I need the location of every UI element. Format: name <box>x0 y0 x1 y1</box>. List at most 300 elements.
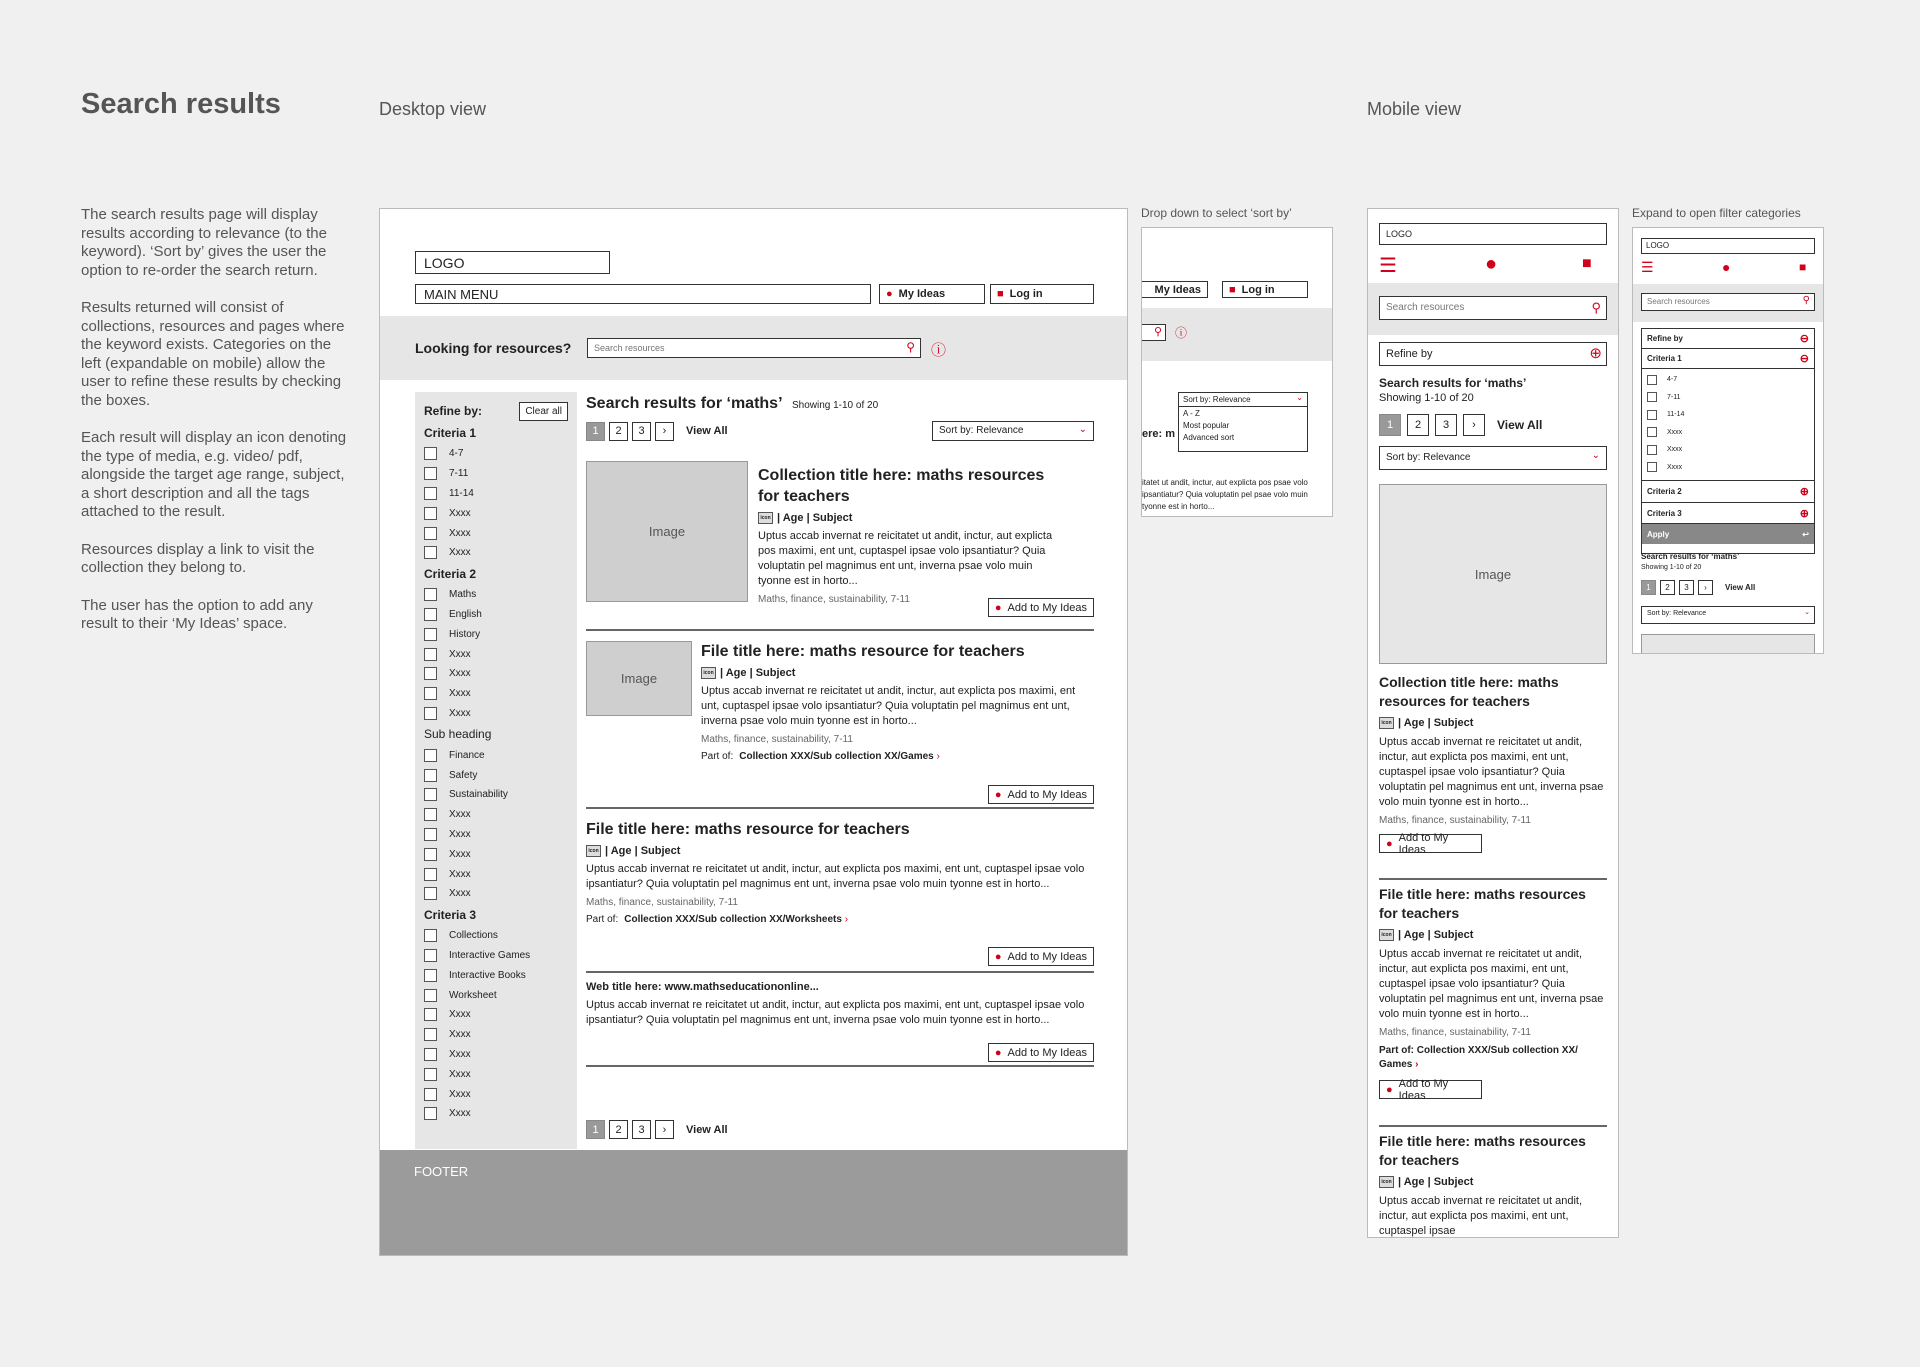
view-all-link[interactable]: View All <box>1497 418 1543 432</box>
filter-checkbox[interactable] <box>424 989 437 1002</box>
filter-option[interactable] <box>1647 441 1809 459</box>
sort-dropdown-value[interactable] <box>1179 393 1307 407</box>
chevron-down-icon: ⌄ <box>1078 424 1087 435</box>
chevron-down-icon: ⌄ <box>1591 450 1600 461</box>
lightbulb-icon: ● <box>1386 837 1393 850</box>
filter-option-label: Xxxx <box>1667 428 1683 436</box>
result-title[interactable]: File title here: maths resource for teachers <box>586 821 910 838</box>
plus-circle-icon: ⊕ <box>1799 507 1809 520</box>
minus-circle-icon: ⊖ <box>1799 333 1809 345</box>
criteria-2-toggle[interactable] <box>1642 481 1814 503</box>
filter-option[interactable] <box>424 684 568 704</box>
sort-option[interactable]: Advanced sort <box>1183 433 1235 442</box>
page-title: Search results <box>81 88 281 120</box>
add-to-my-ideas-label: Add to My Ideas <box>1398 831 1449 856</box>
media-type-icon: icon <box>1379 1176 1394 1188</box>
filter-option-label: Xxxx <box>449 1029 471 1041</box>
filter-checkbox[interactable] <box>424 1048 437 1061</box>
lightbulb-icon: ● <box>994 950 1002 963</box>
filter-option-label: Xxxx <box>449 1108 471 1120</box>
info-icon[interactable]: ⓘ <box>1175 326 1188 340</box>
filter-option-label: Safety <box>449 769 478 781</box>
filter-option[interactable] <box>424 585 568 605</box>
result-image: Image <box>586 461 748 602</box>
result-description: Uptus accab invernat re reicitatet ut andit, inctur, aut explicta pos maximi, ent unt, cuptaspel ipsae volo ipsantiatur? Quia voluptatin pel magnimus ent unt, inverna psae volo muin tyonne est in horto... <box>586 863 1085 891</box>
filter-option[interactable] <box>424 624 568 644</box>
filter-option-label: Xxxx <box>449 527 471 539</box>
sort-dropdown[interactable] <box>932 421 1094 441</box>
filter-checkbox[interactable] <box>424 608 437 621</box>
criteria-1-toggle[interactable] <box>1642 349 1814 369</box>
results-heading: Search results for ‘maths’ <box>1641 552 1740 561</box>
filter-option[interactable] <box>424 644 568 664</box>
page-2-button[interactable]: 2 <box>1660 580 1675 595</box>
result-divider <box>586 971 1094 973</box>
search-band <box>1142 308 1333 361</box>
filter-checkbox[interactable] <box>424 788 437 801</box>
filter-option-label: Xxxx <box>449 828 471 840</box>
filter-option-label: Xxxx <box>449 868 471 880</box>
collection-link[interactable]: Collection XXX/Sub collection XX/Worksheets <box>624 914 842 926</box>
filter-option[interactable] <box>424 864 568 884</box>
filter-checkbox[interactable] <box>424 707 437 720</box>
filter-checkbox[interactable] <box>1647 462 1657 472</box>
refine-by-toggle[interactable] <box>1379 342 1607 366</box>
criteria-3-heading: Criteria 3 <box>424 907 477 922</box>
filter-option[interactable] <box>424 1084 568 1104</box>
result-meta: | Age | Subject <box>720 667 796 679</box>
next-page-button[interactable]: › <box>1698 580 1713 595</box>
main-menu[interactable]: MAIN MENU <box>415 284 871 304</box>
filter-option-label: Maths <box>449 589 477 601</box>
criteria-3-label: Criteria 3 <box>1647 508 1682 518</box>
result-meta: | Age | Subject <box>1398 717 1474 729</box>
filter-option-label: Xxxx <box>449 547 471 559</box>
search-input[interactable] <box>1141 324 1166 341</box>
filter-option-label: 11-14 <box>1667 411 1685 419</box>
page-3-button[interactable]: 3 <box>1435 414 1457 436</box>
lock-icon: ■ <box>1229 283 1236 296</box>
result-title[interactable]: File title here: maths resource for teachers <box>701 643 1025 660</box>
page-2-button[interactable]: 2 <box>609 1120 628 1139</box>
result-tags: Maths, finance, sustainability, 7-11 <box>701 734 853 746</box>
criteria-2-label: Criteria 2 <box>1647 487 1682 496</box>
results-count: Showing 1-10 of 20 <box>1641 564 1702 571</box>
filter-checkbox[interactable] <box>424 1107 437 1120</box>
filter-option[interactable] <box>424 765 568 785</box>
result-divider <box>586 1065 1094 1067</box>
result-description: Uptus accab invernat re reicitatet ut andit, inctur, aut explicta pos maximi, ent unt, cuptaspel ipsae volo ipsantiatur? Quia voluptatin pel magnimus ent unt, inverna psae volo muin tyonne est in horto... <box>1379 948 1604 1021</box>
filter-checkbox[interactable] <box>1647 410 1657 420</box>
page-1-button[interactable]: 1 <box>1379 414 1401 436</box>
filter-option[interactable] <box>424 1005 568 1025</box>
part-of-label: Part of: <box>586 914 619 926</box>
filter-checkbox[interactable] <box>424 828 437 841</box>
filter-option-label: History <box>449 628 481 640</box>
lightbulb-icon: ● <box>994 1046 1002 1059</box>
result-title[interactable]: Collection title here: maths resources for teachers <box>1379 674 1559 709</box>
sort-dropdown-value: Sort by: Relevance <box>1647 610 1707 617</box>
pagination-top <box>586 419 1094 443</box>
lock-icon[interactable]: ■ <box>1799 260 1807 274</box>
criteria-3-toggle[interactable] <box>1642 503 1814 524</box>
sort-dropdown-text: Sort by: Relevance <box>1183 395 1251 404</box>
result-divider <box>586 807 1094 809</box>
filter-checkbox[interactable] <box>424 749 437 762</box>
sort-option[interactable]: A - Z <box>1183 409 1200 418</box>
result-meta: | Age | Subject <box>605 845 681 857</box>
search-input[interactable] <box>1379 296 1607 320</box>
filter-option[interactable] <box>424 523 568 543</box>
filter-checkbox[interactable] <box>424 1068 437 1081</box>
log-in-label: Log in <box>1241 283 1275 296</box>
chevron-right-icon: › <box>936 751 940 763</box>
result-item[interactable] <box>586 981 1094 1059</box>
logo[interactable]: LOGO <box>415 251 610 274</box>
filter-checkbox[interactable] <box>1647 445 1657 455</box>
add-to-my-ideas-button[interactable] <box>988 1043 1094 1062</box>
add-to-my-ideas-label: Add to My Ideas <box>1007 950 1087 963</box>
filter-option-label: English <box>449 608 482 620</box>
filter-option[interactable] <box>424 444 568 464</box>
page-3-button[interactable]: 3 <box>632 422 651 441</box>
filter-option-label: Xxxx <box>449 507 471 519</box>
add-to-my-ideas-button[interactable] <box>988 785 1094 804</box>
lightbulb-icon: ● <box>886 288 893 300</box>
my-ideas-button[interactable] <box>879 284 985 304</box>
filter-checkbox[interactable] <box>424 969 437 982</box>
logo[interactable]: LOGO <box>1641 238 1815 254</box>
filter-option[interactable] <box>424 704 568 724</box>
filter-option[interactable] <box>424 926 568 946</box>
filter-option[interactable] <box>424 825 568 845</box>
filter-option-label: Xxxx <box>1667 463 1683 471</box>
pagination <box>1641 580 1755 595</box>
filter-option-label: Xxxx <box>449 809 471 821</box>
mobile-frame <box>1367 208 1619 1238</box>
filter-option[interactable] <box>1647 459 1809 477</box>
add-to-my-ideas-label: Add to My Ideas <box>1007 601 1087 614</box>
result-image: Image <box>586 641 692 716</box>
lightbulb-icon[interactable]: ● <box>1722 259 1731 275</box>
mobile-filter-frame <box>1632 227 1824 654</box>
desktop-view-label: Desktop view <box>379 99 487 119</box>
filter-option[interactable] <box>424 884 568 904</box>
filter-option-label: 7-11 <box>1667 393 1681 401</box>
filter-checkbox[interactable] <box>424 808 437 821</box>
sub-heading-heading: Sub heading <box>424 727 492 742</box>
my-ideas-label: My Ideas <box>1154 283 1201 296</box>
filter-checkbox[interactable] <box>424 527 437 540</box>
result-image: Image <box>1379 484 1607 664</box>
page-1-button[interactable]: 1 <box>1641 580 1656 595</box>
log-in-label: Log in <box>1009 288 1043 300</box>
description-paragraph: Each result will display an icon denoting the type of media, e.g. video/ pdf, alongside the target age range, subject, a short description and all the tags attached to the result. <box>81 429 347 520</box>
result-meta: | Age | Subject <box>1398 929 1474 941</box>
criteria-1-label: Criteria 1 <box>1647 354 1682 363</box>
collection-link[interactable]: Part of: Collection XXX/Sub collection XX/ Games <box>1379 1045 1578 1071</box>
filter-option[interactable] <box>424 985 568 1005</box>
filter-option[interactable] <box>424 464 568 484</box>
result-title[interactable]: File title here: maths resources for teachers <box>1379 886 1586 921</box>
filter-checkbox[interactable] <box>424 487 437 500</box>
filter-option[interactable] <box>424 605 568 625</box>
footer: FOOTER <box>380 1150 1128 1256</box>
lightbulb-icon: ● <box>1386 1083 1393 1096</box>
search-placeholder: Search resources <box>1386 302 1465 313</box>
page-3-button[interactable]: 3 <box>1679 580 1694 595</box>
page-3-button[interactable]: 3 <box>632 1120 651 1139</box>
filter-checkbox[interactable] <box>424 929 437 942</box>
filter-option-label: 4-7 <box>1667 376 1678 384</box>
collection-link[interactable]: Collection XXX/Sub collection XX/Games <box>739 751 934 763</box>
add-to-my-ideas-label: Add to My Ideas <box>1398 1077 1449 1102</box>
result-description: Uptus accab invernat re reicitatet ut andit, inctur, aut explicta pos maximi, ent unt, cuptaspel ipsae volo ipsantiatur? Quia voluptatin pel magnimus ent unt, inverna psae volo muin tyonne est in horto... <box>701 685 1076 728</box>
filter-option-label: Interactive Games <box>449 949 531 961</box>
filter-option-label: Xxxx <box>449 888 471 900</box>
next-page-button[interactable]: › <box>655 422 674 441</box>
filter-option-label: Xxxx <box>449 1009 471 1021</box>
filter-option-label: Interactive Books <box>449 969 526 981</box>
filter-option-label: Finance <box>449 749 485 761</box>
filter-checkbox[interactable] <box>424 648 437 661</box>
filter-option[interactable] <box>424 805 568 825</box>
filter-checkbox[interactable] <box>424 1008 437 1021</box>
filter-option[interactable] <box>1647 371 1809 389</box>
filter-option-label: Xxxx <box>449 688 471 700</box>
page-2-button[interactable]: 2 <box>609 422 628 441</box>
chevron-down-icon: ⌄ <box>1296 393 1303 402</box>
result-description: Uptus accab invernat re reicitatet ut andit, inctur, aut explicta pos maximi, ent unt, cuptaspel ipsae <box>1379 1195 1582 1238</box>
sort-option[interactable]: Most popular <box>1183 421 1230 430</box>
minus-circle-icon: ⊖ <box>1799 353 1809 365</box>
result-title[interactable]: Web title here: www.mathseducationonline... <box>586 981 819 993</box>
dropdown-note: Drop down to select ‘sort by’ <box>1141 206 1292 220</box>
desktop-frame <box>379 208 1128 1256</box>
hamburger-menu-icon[interactable]: ☰ <box>1379 255 1397 277</box>
filter-option[interactable] <box>424 844 568 864</box>
plus-circle-icon: ⊕ <box>1799 486 1809 498</box>
lightbulb-icon[interactable]: ● <box>1485 253 1498 275</box>
add-to-my-ideas-label: Add to My Ideas <box>1007 788 1087 801</box>
add-to-my-ideas-button[interactable] <box>988 947 1094 966</box>
hamburger-menu-icon[interactable]: ☰ <box>1641 259 1654 275</box>
result-item[interactable] <box>1379 673 1607 856</box>
add-to-my-ideas-label: Add to My Ideas <box>1007 1046 1087 1059</box>
page-2-button[interactable]: 2 <box>1407 414 1429 436</box>
filter-option[interactable] <box>424 543 568 563</box>
filter-checkbox[interactable] <box>424 546 437 559</box>
search-band <box>380 316 1128 380</box>
mobile-view-label: Mobile view <box>1367 99 1462 119</box>
result-item[interactable] <box>1379 885 1607 1102</box>
filter-option[interactable] <box>424 1104 568 1124</box>
filter-checkbox[interactable] <box>424 1028 437 1041</box>
refine-by-toggle[interactable] <box>1642 329 1814 349</box>
filter-option-label: 7-11 <box>449 468 469 480</box>
lock-icon[interactable]: ■ <box>1582 255 1592 272</box>
filter-checkbox[interactable] <box>424 769 437 782</box>
media-type-icon: icon <box>586 845 601 857</box>
result-tags: Maths, finance, sustainability, 7-11 <box>1379 815 1531 827</box>
filter-option[interactable] <box>424 664 568 684</box>
results-count: Showing 1-10 of 20 <box>1379 392 1474 404</box>
apply-button[interactable] <box>1642 524 1814 544</box>
sort-dropdown[interactable] <box>1379 446 1607 470</box>
media-type-icon: icon <box>758 512 773 524</box>
result-meta: | Age | Subject <box>777 512 853 524</box>
filter-checkbox[interactable] <box>424 467 437 480</box>
page-1-button[interactable]: 1 <box>586 422 605 441</box>
search-icon[interactable]: ⚲ <box>906 340 915 354</box>
add-to-my-ideas-button[interactable] <box>1379 831 1482 856</box>
result-meta: | Age | Subject <box>1398 1176 1474 1188</box>
filter-checkbox[interactable] <box>424 949 437 962</box>
filter-option[interactable] <box>424 1025 568 1045</box>
my-ideas-button[interactable] <box>1141 281 1208 298</box>
result-description: Uptus accab invernat re reicitatet ut andit, inctur, aut explicta pos maximi, ent unt, cuptaspel ipsae volo ipsantiatur? Quia voluptatin pel magnimus ent unt, inverna psae volo muin tyonne est in horto... <box>586 999 1085 1026</box>
filter-option[interactable] <box>424 785 568 805</box>
filter-checkbox[interactable] <box>1647 392 1657 402</box>
media-type-icon: icon <box>1379 929 1394 941</box>
pagination-bottom <box>586 1120 728 1139</box>
next-page-button[interactable]: › <box>1463 414 1485 436</box>
description-paragraph: Resources display a link to visit the collection they belong to. <box>81 540 315 576</box>
result-image <box>1641 634 1815 654</box>
search-icon[interactable]: ⚲ <box>1591 300 1601 315</box>
result-description: Uptus accab invernat re reicitatet ut andit, inctur, aut explicta pos maximi, ent unt, cuptaspel ipsae volo ipsantiatur? Quia voluptatin pel magnimus ent unt, inverna psae volo muin tyonne est in horto... <box>1379 736 1604 809</box>
filter-checkbox[interactable] <box>424 868 437 881</box>
filter-option-label: Collections <box>449 930 498 942</box>
log-in-button[interactable] <box>990 284 1094 304</box>
filter-option[interactable] <box>424 745 568 765</box>
sort-dropdown[interactable] <box>1641 606 1815 624</box>
result-tags: Maths, finance, sustainability, 7-11 <box>1379 1027 1531 1039</box>
filter-checkbox[interactable] <box>1647 375 1657 385</box>
description-paragraph: The search results page will display results according to relevance (to the keyword). ‘Sort by’ gives the user the option to re-order the search return. <box>81 206 327 279</box>
sort-dropdown-value: Sort by: Relevance <box>939 425 1024 436</box>
result-tags: Maths, finance, sustainability, 7-11 <box>758 594 910 606</box>
filter-option-label: Xxxx <box>1667 446 1683 454</box>
results-count: Showing 1-10 of 20 <box>791 400 879 411</box>
my-ideas-label: My Ideas <box>898 288 946 300</box>
lightbulb-icon: ● <box>994 601 1002 614</box>
filter-option[interactable] <box>424 503 568 523</box>
filter-option-label: Xxxx <box>449 1068 471 1080</box>
pagination <box>1379 414 1542 436</box>
sort-dropdown-open[interactable] <box>1178 392 1308 452</box>
filter-panel <box>1641 328 1815 554</box>
result-description: Uptus accab invernat re reicitatet ut andit, inctur, aut explicta pos maximi, ent unt, cuptaspel ipsae volo ipsantiatur? Quia voluptatin pel magnimus ent unt, inverna psae volo muin tyonne est in horto... <box>758 530 1053 588</box>
search-prompt: Looking for resources? <box>415 340 572 356</box>
part-of-label: Part of: <box>701 751 734 763</box>
chevron-right-icon: › <box>1415 1059 1419 1071</box>
page-1-button[interactable]: 1 <box>586 1120 605 1139</box>
filter-option-label: 11-14 <box>449 487 474 499</box>
filter-checkbox[interactable] <box>424 667 437 680</box>
filter-option-label: Xxxx <box>449 648 471 660</box>
view-all-link[interactable]: View All <box>686 425 728 437</box>
filter-option[interactable] <box>1647 424 1809 442</box>
lightbulb-icon: ● <box>994 788 1002 801</box>
logo[interactable]: LOGO <box>1379 223 1607 245</box>
lock-icon: ■ <box>997 288 1004 300</box>
media-type-icon: icon <box>1379 717 1394 729</box>
filter-option-label: Xxxx <box>449 1048 471 1060</box>
view-all-link[interactable]: View All <box>686 1123 728 1136</box>
filter-option[interactable] <box>424 1045 568 1065</box>
filter-checkbox[interactable] <box>1647 427 1657 437</box>
filter-option[interactable] <box>424 946 568 966</box>
expand-note: Expand to open filter categories <box>1632 206 1801 220</box>
search-icon[interactable]: ⚲ <box>1802 295 1810 306</box>
filter-checkbox[interactable] <box>424 588 437 601</box>
apply-label: Apply <box>1647 529 1670 539</box>
filter-option[interactable] <box>1647 389 1809 407</box>
view-all-link[interactable]: View All <box>1725 583 1756 592</box>
filter-option[interactable] <box>1647 406 1809 424</box>
filter-option[interactable] <box>424 484 568 504</box>
filter-checkbox[interactable] <box>424 447 437 460</box>
add-to-my-ideas-button[interactable] <box>1379 1077 1482 1102</box>
result-title[interactable]: Collection title here: maths resources for teachers <box>758 467 1045 505</box>
plus-circle-icon: ⊕ <box>1589 345 1602 362</box>
filter-checkbox[interactable] <box>424 687 437 700</box>
criteria-2-heading: Criteria 2 <box>424 566 477 581</box>
clear-all-button[interactable]: Clear all <box>519 402 568 421</box>
filter-option-label: Sustainability <box>449 789 508 801</box>
filter-sidebar <box>415 392 577 1149</box>
search-input[interactable] <box>1641 293 1815 311</box>
result-item[interactable] <box>1379 1132 1607 1238</box>
criteria-1-heading: Criteria 1 <box>424 426 477 440</box>
filter-checkbox[interactable] <box>424 628 437 641</box>
log-in-button[interactable] <box>1222 281 1308 298</box>
filter-checkbox[interactable] <box>424 848 437 861</box>
filter-option-label: 4-7 <box>449 448 464 460</box>
chevron-right-icon: › <box>844 914 849 926</box>
refine-by-label: Refine by <box>1647 334 1684 343</box>
results-column <box>586 395 1094 443</box>
add-to-my-ideas-button[interactable] <box>988 598 1094 617</box>
result-title[interactable]: File title here: maths resources for teachers <box>1379 1133 1586 1168</box>
refine-by-label: Refine by <box>1386 348 1433 360</box>
sort-dropdown-value: Sort by: Relevance <box>1386 452 1471 463</box>
filter-option-label: Xxxx <box>449 1088 471 1100</box>
dropdown-panel <box>1141 227 1333 517</box>
result-divider <box>1379 878 1607 880</box>
search-icon[interactable]: ⚲ <box>1153 326 1162 338</box>
result-item[interactable] <box>586 819 1094 963</box>
next-page-button[interactable]: › <box>655 1120 674 1139</box>
result-divider <box>586 629 1094 631</box>
refine-by-label: Refine by: <box>424 404 483 418</box>
filter-checkbox[interactable] <box>424 507 437 520</box>
search-placeholder: Search resources <box>1647 297 1710 306</box>
search-band <box>1368 283 1619 335</box>
info-icon[interactable]: ⓘ <box>931 342 947 359</box>
return-icon: ↩ <box>1802 529 1809 539</box>
media-type-icon: icon <box>701 667 716 679</box>
filter-option[interactable] <box>424 1064 568 1084</box>
result-tags: Maths, finance, sustainability, 7-11 <box>586 897 738 909</box>
filter-checkbox[interactable] <box>424 1088 437 1101</box>
filter-option[interactable] <box>424 965 568 985</box>
result-divider <box>1379 1125 1607 1127</box>
results-heading-fragment: ere: m <box>1142 428 1176 440</box>
search-input[interactable] <box>587 338 921 358</box>
filter-checkbox[interactable] <box>424 887 437 900</box>
